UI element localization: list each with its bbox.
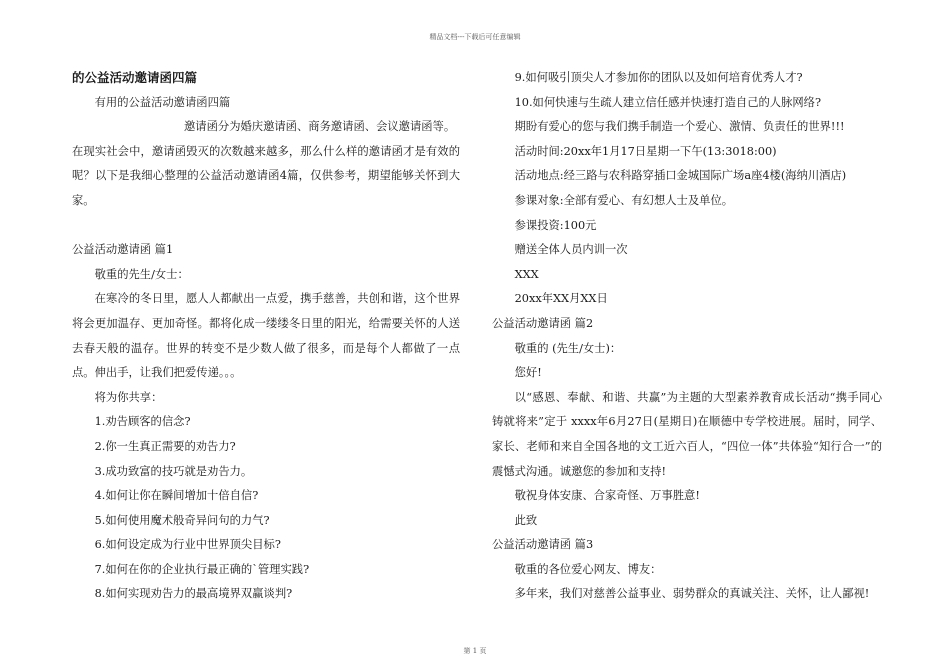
document-title: 的公益活动邀请函四篇 bbox=[72, 70, 198, 85]
salutation: 敬重的先生/女士： bbox=[94, 267, 189, 281]
document-subtitle: 有用的公益活动邀请函四篇 bbox=[94, 95, 231, 109]
share-intro: 将为你共享： bbox=[94, 390, 163, 404]
salutation-3: 敬重的各位爱心网友、博友： bbox=[514, 562, 662, 576]
signature: XXX bbox=[514, 267, 539, 281]
section3-heading: 公益活动邀请函 篇3 bbox=[492, 538, 594, 552]
list-item: 1.劝告顾客的信念? bbox=[94, 415, 191, 429]
section2-heading: 公益活动邀请函 篇2 bbox=[492, 316, 594, 330]
greeting: 您好! bbox=[514, 366, 542, 380]
event-gift: 赠送全体人员内训一次 bbox=[514, 243, 628, 257]
page-header: 精品文档---下载后可任意编辑 bbox=[429, 33, 521, 41]
event-place: 活动地点:经三路与农科路穿插口金城国际广场a座4楼(海纳川酒店) bbox=[514, 169, 847, 183]
closing-line: 期盼有爱心的您与我们携手制造一个爱心、激情、负责任的世界!!! bbox=[514, 120, 845, 134]
list-item: 8.如何实现劝告力的最高境界双赢谈判? bbox=[94, 587, 293, 601]
salutation-2: 敬重的 (先生/女士)： bbox=[514, 341, 622, 355]
body-paragraph-1: 在寒冷的冬日里，愿人人都献出一点爱，携手慈善，共创和谐，这个世界将会更加温存、更加奇怪。都将化成一缕缕冬日里的阳光，给需要关怀的人送去春天般的温存。世界的转变不是少数人做了很多，而是每个人都做了一点点。伸出手，让我们把爱传递。。。 bbox=[72, 292, 460, 380]
list-item: 6.如何设定成为行业中世界顶尖目标? bbox=[94, 538, 281, 552]
intro-line-1: 邀请函分为婚庆邀请函、商务邀请函、会议邀请函等。 bbox=[184, 120, 456, 134]
section1-heading: 公益活动邀请函 篇1 bbox=[72, 243, 174, 257]
left-column bbox=[72, 66, 460, 607]
body-paragraph-3: 多年来，我们对慈善公益事业、弱势群众的真诚关注、关怀，让人鄙视! bbox=[514, 587, 870, 601]
event-audience: 参课对象:全部有爱心、有幻想人士及单位。 bbox=[514, 193, 734, 207]
list-item: 10.如何快速与生疏人建立信任感并快速打造自己的人脉网络? bbox=[514, 95, 822, 109]
end-line: 此致 bbox=[514, 513, 538, 527]
list-item: 9.如何吸引顶尖人才参加你的团队以及如何培育优秀人才? bbox=[514, 71, 803, 84]
event-time: 活动时间:20xx年1月17日星期一下午(13:3018:00) bbox=[514, 144, 777, 158]
body-paragraph-2: 以“感恩、奉献、和谐、共赢”为主题的大型素养教育成长活动“携手同心 铸就将来”定于 xxxx年6月27日(星期日)在顺德中专学校进展。届时，同学、家长、老师和来自全国各地的文工近六百人，“四位一体”共体验“知行合一”的震憾式沟通。诚邀您的参加和支持! bbox=[492, 390, 882, 478]
list-item: 7.如何在你的企业执行最正确的`管理实践? bbox=[94, 562, 310, 576]
right-column bbox=[492, 66, 882, 607]
list-item: 2.你一生真正需要的劝告力? bbox=[94, 439, 236, 453]
list-item: 5.如何使用魔术般奇异问句的力气? bbox=[94, 513, 270, 527]
list-item: 4.如何让你在瞬间增加十倍自信? bbox=[94, 489, 259, 503]
spacer bbox=[72, 214, 460, 239]
list-item: 3.成功致富的技巧就是劝告力。 bbox=[94, 464, 253, 478]
wish-line: 敬祝身体安康、合家奇怪、万事胜意! bbox=[514, 489, 700, 503]
page-footer: 第 1 页 bbox=[463, 647, 487, 655]
sign-date: 20xx年XX月XX日 bbox=[514, 292, 608, 306]
intro-paragraph: 在现实社会中，邀请函毁灭的次数越来越多，那么什么样的邀请函才是有效的呢？以下是我细心整理的公益活动邀请函4篇，仅供参考，期望能够关怀到大家。 bbox=[72, 144, 460, 207]
event-fee: 参课投资:100元 bbox=[514, 218, 597, 232]
